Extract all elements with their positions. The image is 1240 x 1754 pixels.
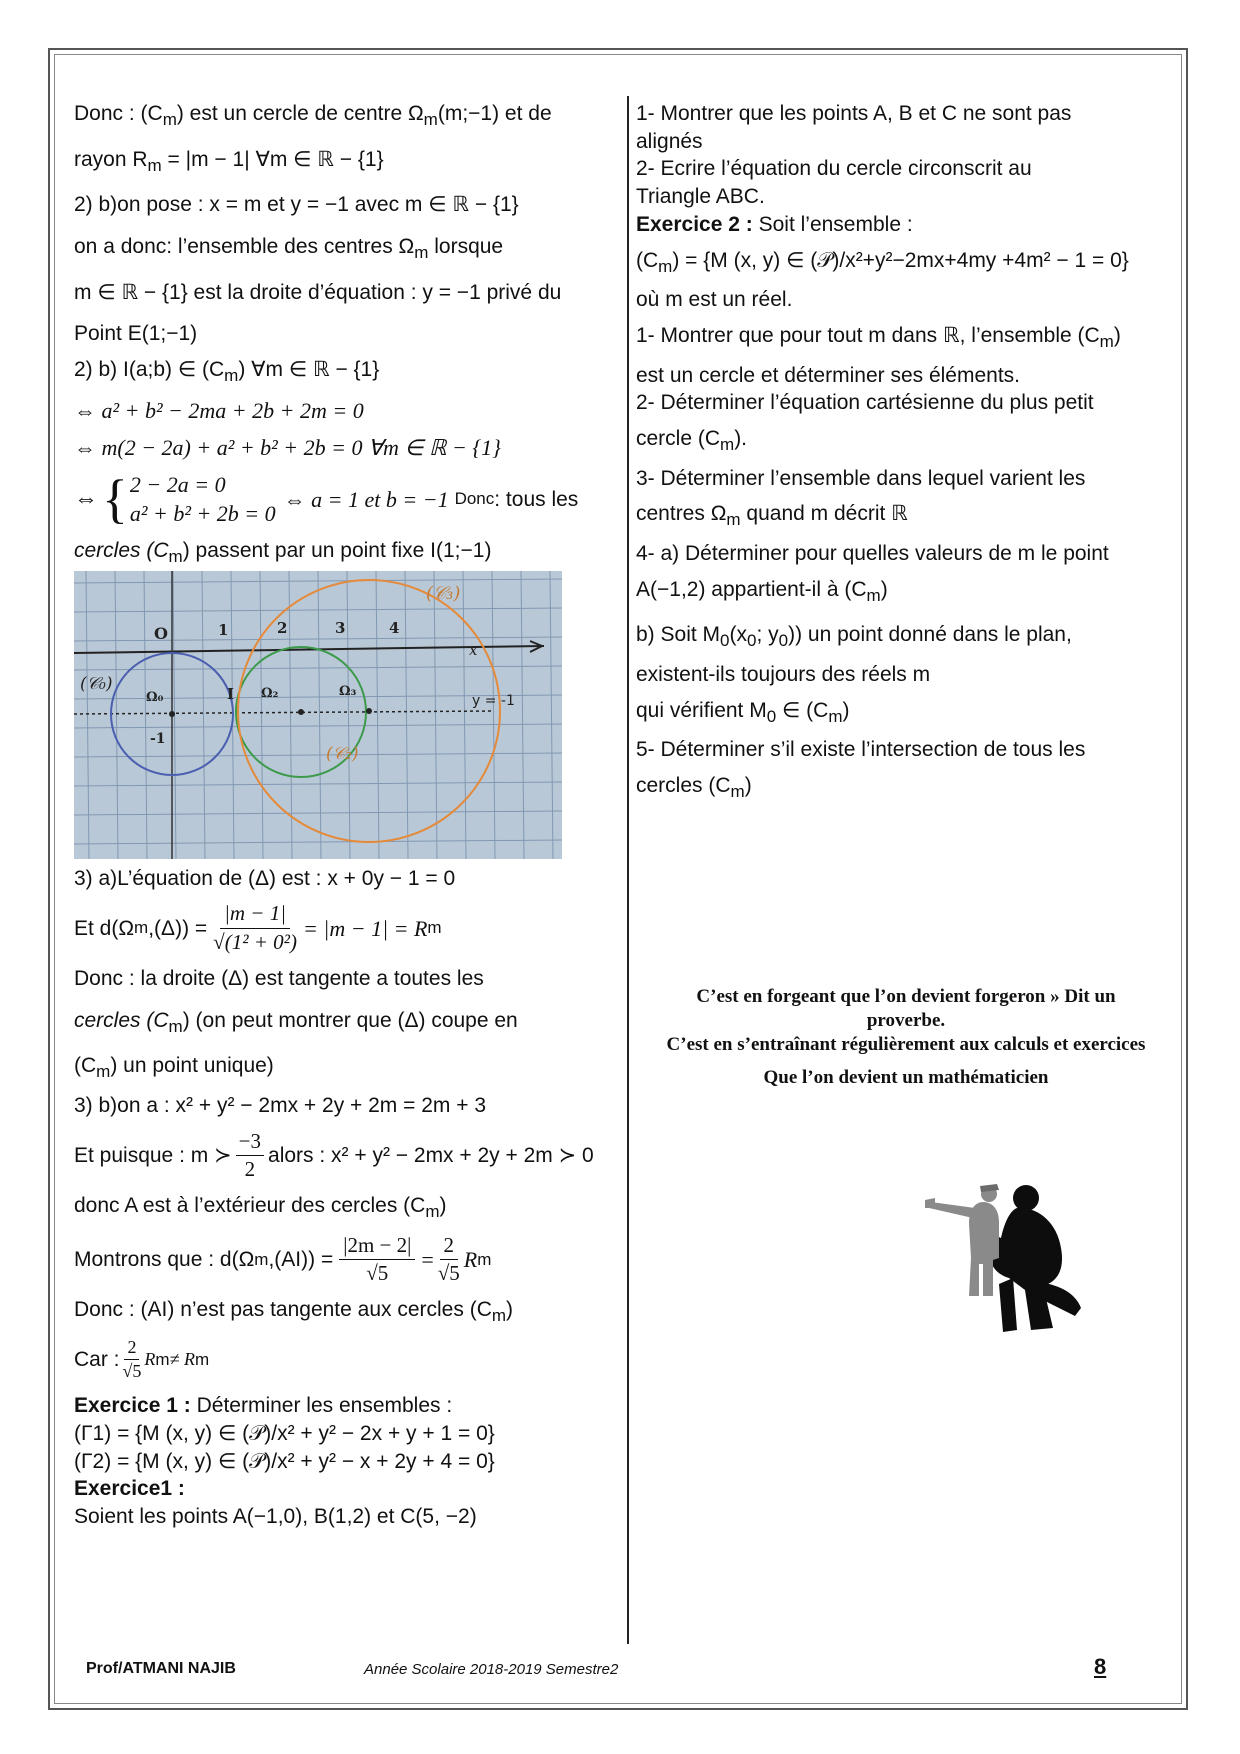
exercise-1b-heading: Exercice1 : — [74, 1477, 185, 1501]
exercise-1-set-g2: (Γ2) = {M (x, y) ∈ (𝒫)/x² + y² − x + 2y + 4 = 0} — [74, 1449, 495, 1473]
system-of-equations: ⇔ { 2 − 2a = 0 a² + b² + 2b = 0 ⇔ a = 1 et b = −1 Donc : tous les — [74, 469, 579, 530]
text-line: 5- Déterminer s’il existe l’intersection de tous les — [636, 738, 1086, 762]
tick-label: 2 — [277, 618, 288, 637]
label-i: I — [227, 684, 235, 703]
text-line: cercle $(C_m)$. — [636, 427, 748, 455]
quote-line: C’est en s’entraînant régulièrement aux calculs et exercices — [666, 1033, 1146, 1055]
text-line: m ∈ ℝ − {1} est la droite d’équation : y = −1 privé du — [74, 280, 562, 304]
text-line: alignés — [636, 129, 703, 153]
circles-figure — [74, 571, 562, 859]
tick-label: 4 — [389, 618, 400, 637]
math-line: ⇔ m(2 − 2a) + a² + b² + 2b = 0 ∀m ∈ ℝ − {1} — [74, 434, 501, 460]
exercise-1-set-g1: (Γ1) = {M (x, y) ∈ (𝒫)/x² + y² − 2x + y + 1 = 0} — [74, 1421, 495, 1445]
text-line: rayon $R_m = |m - 1|$ ∀m ∈ ℝ − {1} — [74, 147, 384, 175]
label-c3: (𝒞₃) — [426, 582, 461, 604]
text-line: 2- Ecrire l’équation du cercle circonscrit au — [636, 157, 1032, 181]
exercise-1b-text: Soient les points A(−1,0), B(1,2) et C(5, −2) — [74, 1505, 477, 1529]
math-line: ⇔ a² + b² − 2ma + 2b + 2m = 0 — [74, 397, 364, 423]
exercise-1-heading: Exercice 1 : Déterminer les ensembles : — [74, 1394, 453, 1418]
text-line: cercles $(C_m)$ (on peut montrer que (Δ) coupe en — [74, 1008, 518, 1036]
text-line: cercles $(C_m)$ — [636, 774, 752, 802]
axis-label-x: x — [469, 640, 478, 659]
text-line: 3) a)L’équation de (Δ) est : x + 0y − 1 = 0 — [74, 866, 456, 890]
inequality-line: Et puisque : m ≻ −3 2 alors : x² + y² − 2mx + 2y + 2m ≻ 0 — [74, 1128, 594, 1182]
exercise-2-heading: Exercice 2 : Soit l’ensemble : — [636, 212, 913, 236]
text-line: $(C_m)$ un point unique) — [74, 1054, 274, 1082]
text-line: b) Soit $M_0(x_0$; $y_0$)) un point donné dans le plan, — [636, 623, 1072, 651]
text-line: 4- a) Déterminer pour quelles valeurs de m le point — [636, 541, 1109, 565]
footer-school-year: Année Scolaire 2018-2019 Semestre2 — [364, 1661, 619, 1678]
text-line: Donc : $(C_m)$ est un cercle de centre $\Omega_m(m;-1)$ et de — [74, 102, 552, 130]
proverb-quote — [636, 985, 1176, 1090]
exercise-2-set: $(C_m) = \{M$ (x, y) ∈ (𝒫)/x²+y²−2mx+4my +4m² − 1 = 0} — [636, 248, 1129, 276]
child-silhouette — [925, 1184, 999, 1296]
inequality-car: Car : 2 √5 R m ≠ R m — [74, 1336, 210, 1382]
label-c0: (𝒞₀) — [80, 673, 113, 694]
text-line: est un cercle et déterminer ses éléments. — [636, 363, 1021, 387]
footer-author: Prof/ATMANI NAJIB — [86, 1660, 236, 1677]
text-line: A(−1,2) appartient-il à $(C_m)$ — [636, 577, 888, 605]
distance-ai-formula: Montrons que : d(Ω m ,(AI)) = $\frac{|2m - 2|}{√5}$ = $\frac{2}{√5}$ R m — [74, 1232, 492, 1286]
right-column — [636, 100, 1176, 804]
text-line: donc A est à l’extérieur des cercles $(C_m)$ — [74, 1194, 447, 1222]
text-line: 2- Déterminer l’équation cartésienne du plus petit — [636, 391, 1094, 415]
teacher-child-silhouette — [925, 1178, 1090, 1338]
point-omega2 — [298, 709, 304, 715]
text-line: Point E(1;−1) — [74, 322, 198, 346]
quote-line: proverbe. — [866, 1009, 946, 1031]
distance-formula: Et d(Ω m ,(Δ)) = $\frac{|m - 1|}{\text{√(1² + 0²)}}$ = |m − 1| = R m — [74, 901, 442, 955]
text-line: 3) b)on a : x² + y² − 2mx + 2y + 2m = 2m + 3 — [74, 1093, 487, 1117]
text-line: 1- Montrer que pour tout m dans ℝ, l’ensemble $(C_m)$ — [636, 323, 1121, 352]
label-origin: O — [154, 623, 168, 643]
text-line: Donc : (AI) n’est pas tangente aux cercles $(C_m)$ — [74, 1298, 514, 1326]
point-omega0 — [169, 711, 175, 717]
column-divider — [627, 96, 629, 1644]
text-line: 3- Déterminer l’ensemble dans lequel varient les — [636, 466, 1086, 490]
left-column — [74, 100, 619, 1531]
text-line: Donc : la droite (Δ) est tangente a toutes les — [74, 966, 484, 990]
point-omega3 — [366, 708, 372, 714]
label-c2: (𝒞₂) — [326, 743, 359, 764]
text-line: 2) b) I(a;b) ∈ $(C_m)$ ∀m ∈ ℝ − {1} — [74, 358, 380, 386]
text-line: cercles $(C_m)$ passent par un point fixe I(1;−1) — [74, 539, 492, 567]
text-line: où m est un réel. — [636, 288, 793, 312]
label-omega2: Ω₂ — [261, 685, 279, 701]
text-line: Triangle ABC. — [636, 185, 765, 209]
label-minus-one: -1 — [150, 730, 166, 747]
text-line: 1- Montrer que les points A, B et C ne sont pas — [636, 102, 1072, 125]
text-line: 2) b)on pose : x = m et y = −1 avec m ∈ ℝ − {1} — [74, 193, 519, 217]
text-line: centres $\Omega_m$ quand m décrit ℝ — [636, 502, 908, 530]
tick-label: 1 — [218, 620, 229, 639]
text-line: on a donc: l’ensemble des centres $\Omega_m$ lorsque — [74, 234, 504, 263]
quote-line: C’est en forgeant que l’on devient forgeron » Dit un — [696, 986, 1116, 1007]
text-line: existent-ils toujours des réels m — [636, 662, 931, 686]
label-line: y = -1 — [472, 692, 515, 709]
label-omega3: Ω₃ — [339, 683, 357, 699]
quote-line: Que l’on devient un mathématicien — [763, 1067, 1049, 1089]
page-number: 8 — [1094, 1654, 1107, 1679]
label-omega0: Ω₀ — [146, 689, 164, 705]
text-line: qui vérifient $M_0$ ∈ $(C_m)$ — [636, 698, 850, 726]
tick-label: 3 — [335, 618, 346, 637]
